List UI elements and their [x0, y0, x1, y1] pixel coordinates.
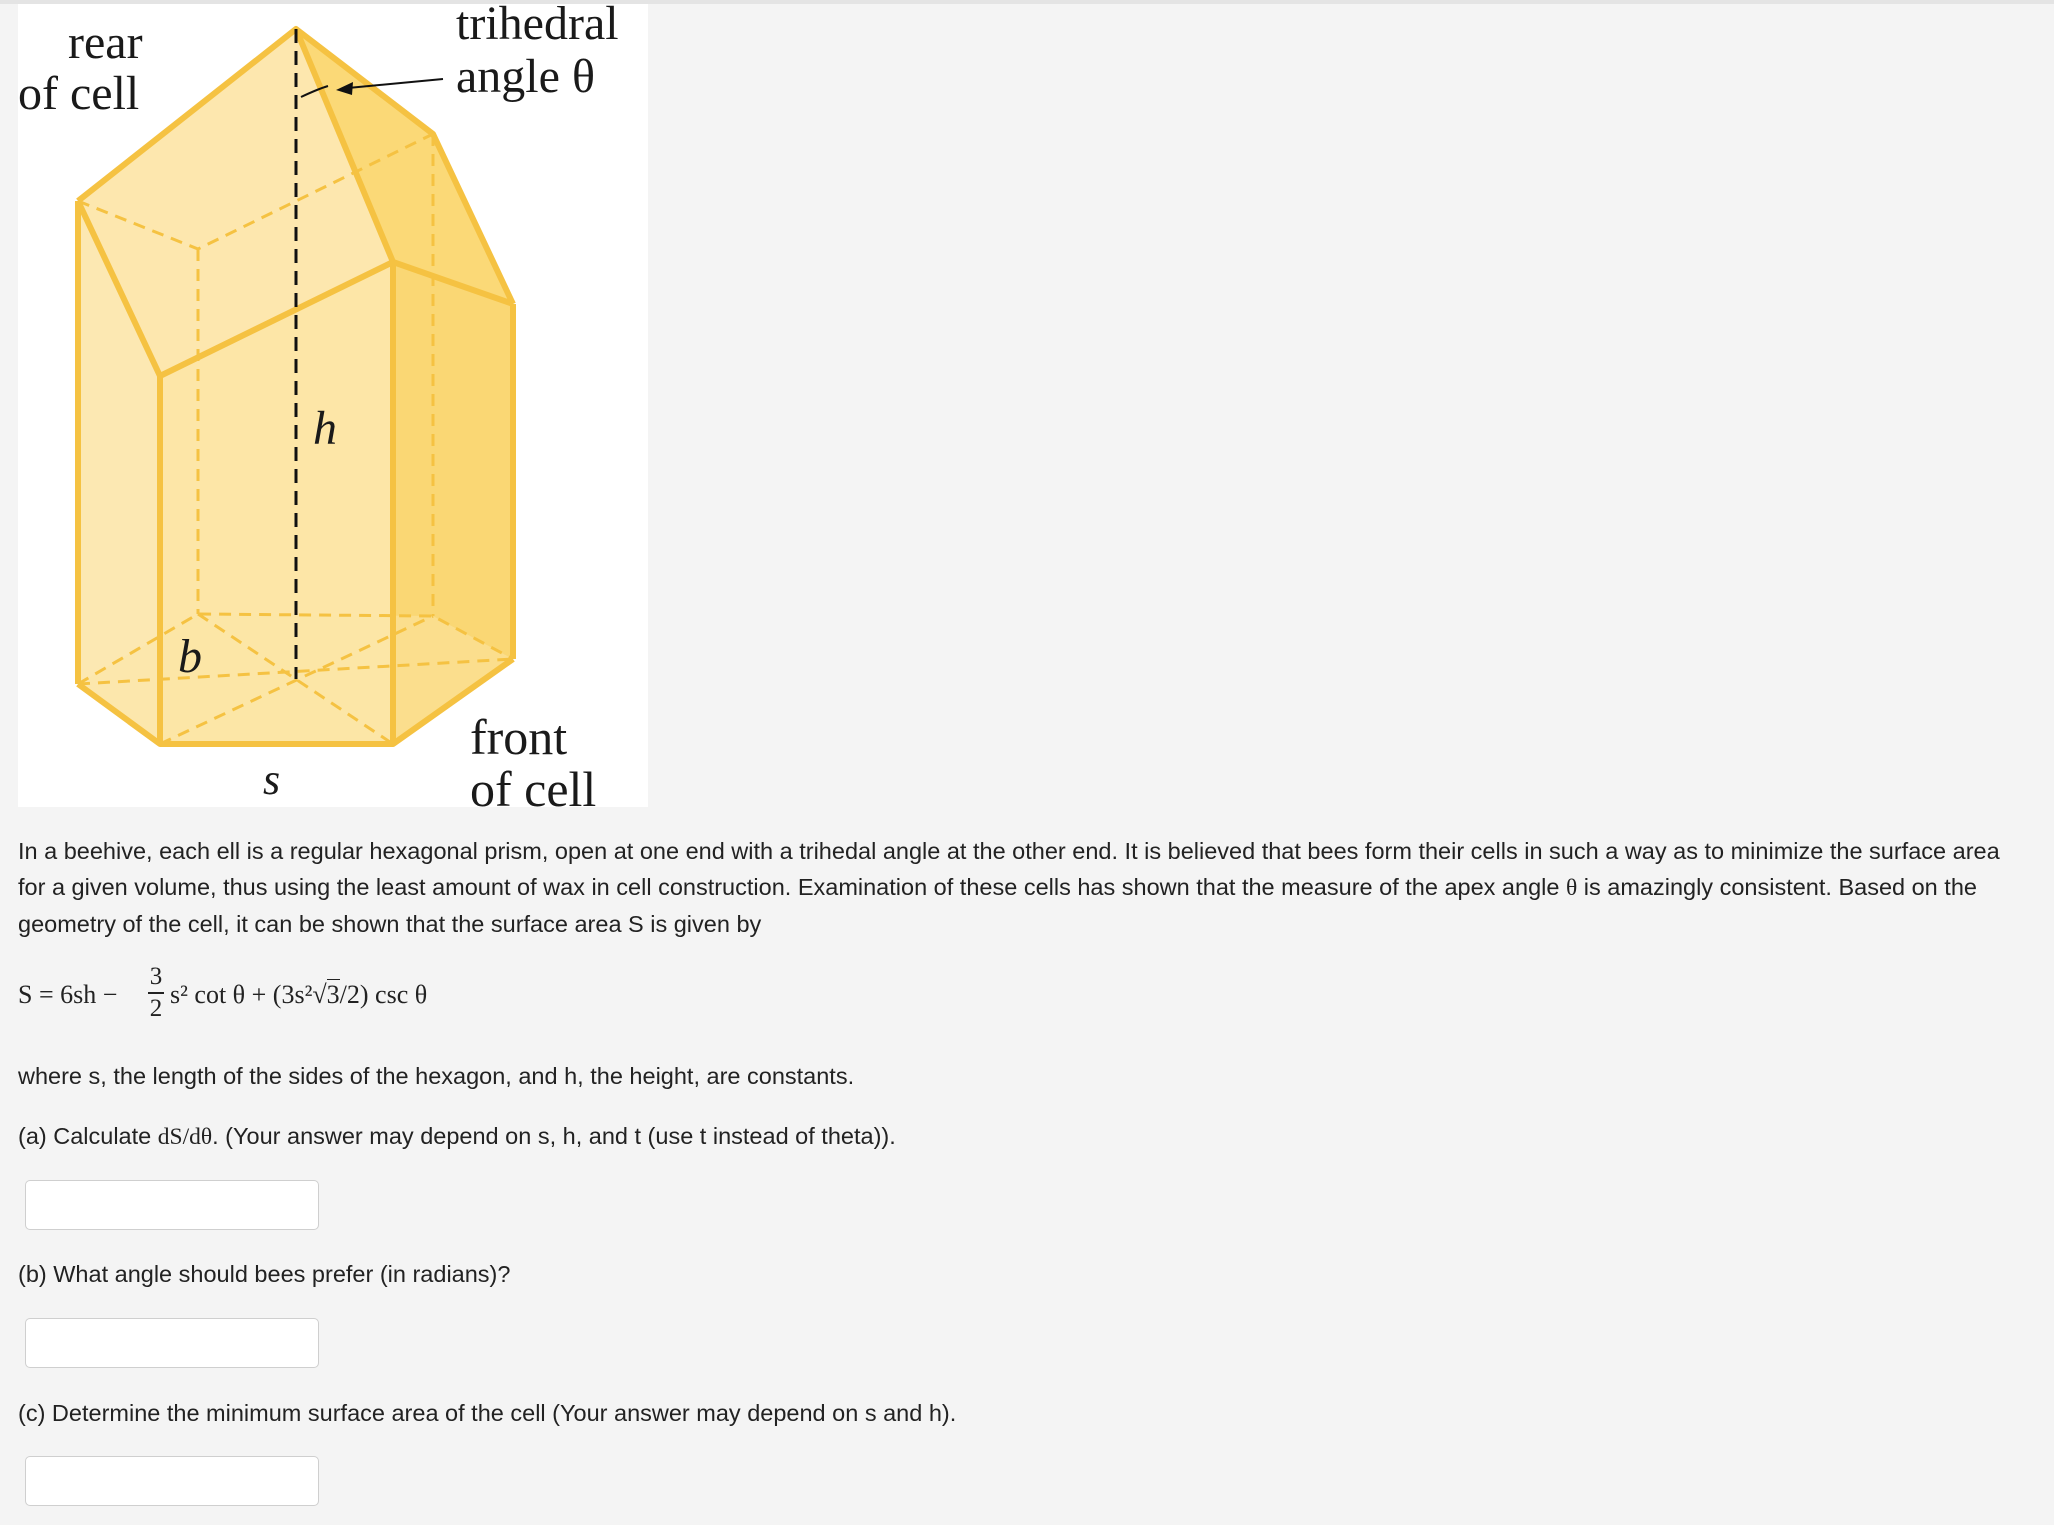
surface-area-formula: [18, 962, 718, 1032]
formula-tail: /2) csc θ: [339, 980, 428, 1009]
sqrt-argument: 3: [326, 980, 340, 1009]
formula-middle: [170, 980, 427, 1010]
trihedral-label-line2: angle θ: [456, 50, 595, 103]
part-a-question: [18, 1118, 2018, 1155]
formula-mid-text: s² cot θ + (3s²: [170, 980, 313, 1009]
part-b-answer-input[interactable]: [25, 1318, 319, 1368]
front-label-line2: of cell: [470, 761, 597, 807]
front-label-line1: front: [470, 709, 568, 765]
theta-symbol: θ: [1565, 875, 1578, 901]
fraction-numerator: 3: [149, 963, 163, 990]
intro-text-1: In a beehive, each ell is a regular hexagonal prism, open at one end with a trihedal angle at the other end. It is believed that bees form their cells in such a way as to minimize the surface area for a given volume, thus using the least amount of wax in cell construction. Examination of these cells has shown that the measure of the apex angle: [18, 838, 2000, 900]
hexagonal-prism-diagram: [18, 4, 648, 807]
height-label: h: [313, 402, 337, 455]
part-a-answer-input[interactable]: [25, 1180, 319, 1230]
rear-label-line2: of cell: [18, 67, 140, 120]
part-b-question: (b) What angle should bees prefer (in radians)?: [18, 1261, 511, 1287]
rear-label-line1: rear: [68, 16, 143, 69]
b-label: b: [178, 630, 202, 683]
part-a-text-1: (a) Calculate: [18, 1123, 158, 1149]
constants-note: where s, the length of the sides of the hexagon, and h, the height, are constants.: [18, 1063, 855, 1089]
trihedral-label-line1: trihedral: [456, 4, 619, 50]
formula-fraction: [146, 962, 166, 1024]
formula-lhs: S = 6sh −: [18, 980, 118, 1009]
part-c-answer-input[interactable]: [25, 1456, 319, 1506]
derivative-notation: dS/dθ: [157, 1124, 213, 1150]
fraction-denominator: 2: [149, 994, 163, 1022]
intro-text-2: is amazingly consistent. Based on the geometry of the cell, it can be shown that the surface area S is given by: [18, 874, 1977, 937]
sqrt-sign: √: [312, 980, 327, 1009]
part-a-text-2: . (Your answer may depend on s, h, and t (use t instead of theta)).: [212, 1123, 896, 1149]
beehive-cell-figure: [18, 4, 648, 807]
problem-intro: [18, 833, 2018, 942]
part-c-question: (c) Determine the minimum surface area of the cell (Your answer may depend on s and h).: [18, 1400, 957, 1426]
side-length-label: s: [263, 755, 281, 804]
